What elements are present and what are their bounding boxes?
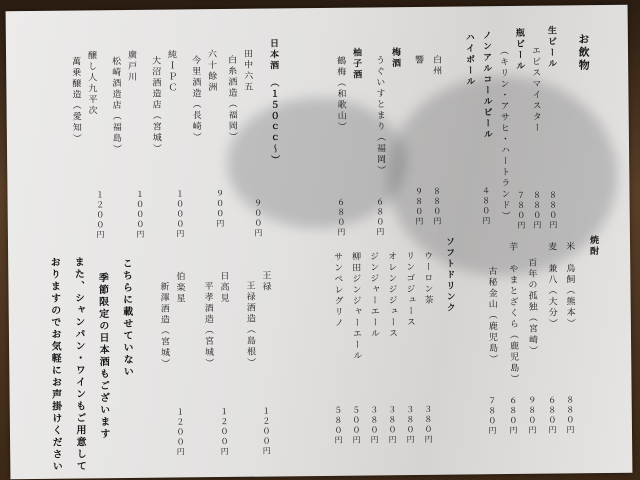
- beer-bin: 瓶ビール: [513, 27, 525, 72]
- price-soft-4: ５００円: [351, 405, 362, 446]
- umeshu-item: うぐいすとまり（福岡）: [374, 55, 386, 177]
- sake-item-0: 田中六五: [241, 48, 253, 93]
- price-umeshu: ６８０円: [375, 197, 385, 238]
- price-sake-0: ９００円: [253, 198, 263, 239]
- note-3: おりますのでお気軽にお声掛けください: [48, 256, 62, 473]
- sake-item-2: 六十餘洲: [205, 49, 217, 94]
- note-2: また、シャンパン・ワインもご用意して: [72, 256, 86, 473]
- price-soft-3: ３８０円: [369, 405, 380, 446]
- highball-hakushu: 白州: [431, 54, 442, 77]
- shochu-item-2: 百年の孤独（宮崎）: [526, 257, 538, 357]
- shochu-item-3: 芋 やまとざくら（鹿児島）: [507, 241, 519, 386]
- note-1: 季節限定の日本酒もございます: [96, 272, 110, 441]
- sake-item-5: 大沼酒造店（宮城）: [150, 55, 162, 155]
- note-0: こちらに載せていない: [120, 257, 133, 379]
- soft-item-1: リンゴジュース: [404, 251, 415, 329]
- price-hakushu: ８８０円: [432, 186, 442, 227]
- price-ebisu: ８８０円: [532, 190, 542, 231]
- beer-bin-brands: （キリン・アサヒ・ハートランド）: [497, 46, 510, 223]
- soft-item-2: オレンジジュース: [386, 251, 398, 340]
- price-sake-4: １２００円: [95, 190, 105, 241]
- shochu-item-0: 米 鳥飼（熊本）: [564, 241, 575, 330]
- price-sake-3: １０００円: [135, 189, 145, 240]
- soft-item-0: ウーロン茶: [422, 250, 433, 306]
- price-soft-1: ３８０円: [405, 405, 416, 446]
- menu-title: お飲物: [576, 33, 591, 73]
- price-soft-0: ３８０円: [423, 404, 434, 445]
- yuzu-head: 柚子酒: [350, 47, 362, 81]
- beer-ebisu: エビスマイスター: [529, 45, 541, 134]
- shochu-head: 焼酎: [587, 235, 599, 258]
- sake-head: 日本酒 （１５０ｃｃ〜）: [267, 38, 280, 167]
- price-sake-2: １０００円: [175, 189, 185, 240]
- sake2-item-5: 新澤酒造（宮城）: [158, 281, 170, 370]
- shochu-item-1: 麦 兼八（大分）: [546, 241, 557, 330]
- sake-item-9: 萬乗醸造（愛知）: [70, 56, 81, 145]
- sake-item-3: 今里酒造（長崎）: [190, 55, 201, 144]
- beer-nama: 生ビール: [545, 25, 557, 70]
- price-shochu-0: ８８０円: [565, 395, 576, 436]
- sake-item-1: 白糸酒造（福岡）: [226, 54, 237, 143]
- soft-head: ソフトドリンク: [443, 236, 455, 314]
- sake-item-7: 松崎酒造店（福島）: [110, 56, 122, 156]
- price-sake2-1: １２００円: [219, 406, 230, 458]
- price-bin: ７８０円: [516, 190, 526, 231]
- umeshu-head: 梅酒: [389, 47, 401, 70]
- price-shochu-1: ６８０円: [547, 395, 558, 436]
- shochu-item-4: 古秘金山（鹿児島）: [486, 266, 498, 366]
- highball: ハイボール: [463, 32, 475, 88]
- soft-item-4: 柳田ジンジャーエール: [350, 251, 362, 362]
- sake2-item-0: 王禄: [260, 270, 271, 293]
- price-soft-2: ３８０円: [387, 405, 398, 446]
- price-yuzu: ６８０円: [336, 197, 346, 238]
- beer-nonal: ノンアルコールビール: [480, 30, 492, 141]
- price-soft-5: ５８０円: [333, 405, 344, 446]
- sake-item-8: 醸し人九平次: [85, 50, 97, 117]
- price-hibiki: ９８０円: [414, 186, 424, 227]
- sake2-item-3: 平孝酒造（宮城）: [202, 281, 214, 370]
- sake-item-6: 廣戸川: [125, 49, 137, 84]
- menu-paper: [6, 5, 633, 479]
- price-shochu-2: ９８０円: [527, 395, 538, 436]
- price-shochu-4: ７８０円: [487, 396, 498, 437]
- soft-item-3: ジンジャーエール: [368, 251, 380, 340]
- price-nonal: ４８０円: [481, 186, 491, 227]
- price-sake2-2: １２００円: [175, 407, 186, 458]
- sake-item-4: 純ＩＰＣ: [165, 49, 177, 94]
- price-sake-1: ９００円: [215, 188, 225, 230]
- sake2-item-4: 伯楽星: [174, 271, 185, 305]
- sake2-item-2: 日高見: [218, 270, 229, 305]
- soft-item-5: サンペレグリノ: [332, 251, 343, 329]
- price-sake2-0: １２００円: [261, 406, 272, 457]
- highball-hibiki: 響: [413, 54, 424, 67]
- price-nama: ８８０円: [548, 190, 558, 231]
- yuzu-item: 鶴梅（和歌山）: [335, 55, 346, 133]
- price-shochu-3: ６８０円: [508, 395, 519, 437]
- sake2-item-1: 王禄酒造（島根）: [244, 280, 256, 369]
